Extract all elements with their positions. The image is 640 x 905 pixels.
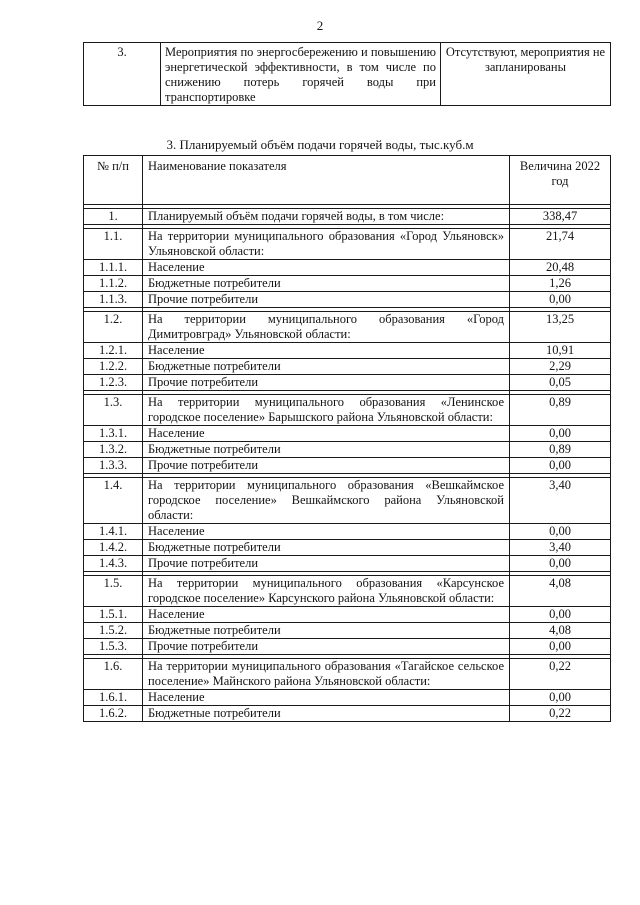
indicator-name: Население	[143, 690, 510, 706]
indicator-name: На территории муниципального образования «Город Димитровград» Ульяновской области:	[143, 312, 510, 343]
row-number: 1.6.1.	[84, 690, 143, 706]
indicator-value: 0,00	[510, 690, 611, 706]
indicator-value: 0,00	[510, 556, 611, 572]
indicator-value: 2,29	[510, 359, 611, 375]
table-row	[84, 209, 611, 225]
indicator-value: 3,40	[510, 540, 611, 556]
section-title: 3. Планируемый объём подачи горячей воды, тыс.куб.м	[166, 137, 474, 152]
indicator-name: Планируемый объём подачи горячей воды, в том числе:	[143, 209, 510, 225]
row-number: 1.1.1.	[84, 260, 143, 276]
indicator-value: 0,89	[510, 395, 611, 426]
table-row	[84, 524, 611, 540]
indicator-value: 20,48	[510, 260, 611, 276]
row-number: 1.5.	[84, 576, 143, 607]
row-number: 1.3.3.	[84, 458, 143, 474]
table-row	[84, 260, 611, 276]
table-row	[84, 359, 611, 375]
table-row	[84, 556, 611, 572]
indicator-value: 4,08	[510, 576, 611, 607]
indicator-value: 0,00	[510, 639, 611, 655]
row-number: 1.3.	[84, 395, 143, 426]
row-number: 1.4.2.	[84, 540, 143, 556]
indicator-name: Население	[143, 343, 510, 359]
row-number: 1.1.	[84, 229, 143, 260]
row-number: 1.2.2.	[84, 359, 143, 375]
indicator-name: На территории муниципального образования «Ленинское городское поселение» Барышского района Ульяновской области:	[143, 395, 510, 426]
row-number: 1.2.1.	[84, 343, 143, 359]
row-number: 1.3.1.	[84, 426, 143, 442]
row-number: 1.	[84, 209, 143, 225]
hot-water-supply-table	[83, 155, 611, 722]
indicator-name: Население	[143, 607, 510, 623]
indicator-name: Прочие потребители	[143, 556, 510, 572]
row-number: 1.3.2.	[84, 442, 143, 458]
indicator-value: 13,25	[510, 312, 611, 343]
table-row	[84, 426, 611, 442]
header-indicator: Наименование показателя	[143, 156, 510, 205]
indicator-value: 338,47	[510, 209, 611, 225]
table-row	[84, 706, 611, 722]
row-number: 1.5.1.	[84, 607, 143, 623]
indicator-name: Прочие потребители	[143, 458, 510, 474]
table-row	[84, 292, 611, 308]
row-number: 1.6.	[84, 659, 143, 690]
table-row	[84, 659, 611, 690]
row-number: 1.4.3.	[84, 556, 143, 572]
row-number: 1.5.3.	[84, 639, 143, 655]
indicator-value: 0,22	[510, 659, 611, 690]
indicator-name: Прочие потребители	[143, 375, 510, 391]
indicator-value: 4,08	[510, 623, 611, 639]
table-row	[84, 623, 611, 639]
table-row	[84, 576, 611, 607]
indicator-name: Бюджетные потребители	[143, 442, 510, 458]
table-row	[84, 478, 611, 524]
indicator-name: Бюджетные потребители	[143, 276, 510, 292]
indicator-value: 0,22	[510, 706, 611, 722]
indicator-name: Население	[143, 426, 510, 442]
indicator-name: На территории муниципального образования «Тагайское сельское поселение» Майнского района Ульяновской области:	[143, 659, 510, 690]
row-number: 1.5.2.	[84, 623, 143, 639]
indicator-name: Прочие потребители	[143, 292, 510, 308]
indicator-value: 0,00	[510, 607, 611, 623]
table-row	[84, 43, 611, 106]
indicator-value: 0,00	[510, 458, 611, 474]
table-row	[84, 442, 611, 458]
table-row	[84, 639, 611, 655]
indicator-name: Бюджетные потребители	[143, 540, 510, 556]
table-row	[84, 229, 611, 260]
indicator-value: 0,89	[510, 442, 611, 458]
row-number: 1.1.2.	[84, 276, 143, 292]
table-row	[84, 458, 611, 474]
indicator-value: 21,74	[510, 229, 611, 260]
header-number: № п/п	[84, 156, 143, 205]
indicator-name: На территории муниципального образования «Вешкаймское городское поселение» Вешкаймского района Ульяновской области:	[143, 478, 510, 524]
table-row	[84, 690, 611, 706]
indicator-value: 0,00	[510, 292, 611, 308]
row-number: 1.4.1.	[84, 524, 143, 540]
indicator-value: 0,00	[510, 426, 611, 442]
indicator-name: Бюджетные потребители	[143, 623, 510, 639]
measure-status: Отсутствуют, мероприятия не запланированы	[441, 43, 611, 106]
indicator-name: Прочие потребители	[143, 639, 510, 655]
row-number: 3.	[84, 43, 161, 106]
page-number: 2	[316, 18, 324, 33]
indicator-value: 3,40	[510, 478, 611, 524]
row-number: 1.1.3.	[84, 292, 143, 308]
measure-description: Мероприятия по энергосбережению и повышению энергетической эффективности, в том числе по снижению потерь горячей воды при транспортировке	[161, 43, 441, 106]
indicator-value: 10,91	[510, 343, 611, 359]
row-number: 1.4.	[84, 478, 143, 524]
table-row	[84, 607, 611, 623]
indicator-name: Население	[143, 260, 510, 276]
table-row	[84, 312, 611, 343]
indicator-name: Бюджетные потребители	[143, 359, 510, 375]
row-number: 1.2.3.	[84, 375, 143, 391]
table-row	[84, 276, 611, 292]
header-value: Величина 2022 год	[510, 156, 611, 205]
table-row	[84, 395, 611, 426]
row-number: 1.2.	[84, 312, 143, 343]
indicator-value: 1,26	[510, 276, 611, 292]
row-number: 1.6.2.	[84, 706, 143, 722]
indicator-name: Население	[143, 524, 510, 540]
indicator-name: Бюджетные потребители	[143, 706, 510, 722]
table-row	[84, 375, 611, 391]
table-header-row	[84, 156, 611, 205]
indicator-value: 0,05	[510, 375, 611, 391]
table-row	[84, 343, 611, 359]
indicator-value: 0,00	[510, 524, 611, 540]
indicator-name: На территории муниципального образования «Карсунское городское поселение» Карсунского района Ульяновской области:	[143, 576, 510, 607]
table-row	[84, 540, 611, 556]
indicator-name: На территории муниципального образования «Город Ульяновск» Ульяновской области:	[143, 229, 510, 260]
measures-table	[83, 42, 611, 106]
